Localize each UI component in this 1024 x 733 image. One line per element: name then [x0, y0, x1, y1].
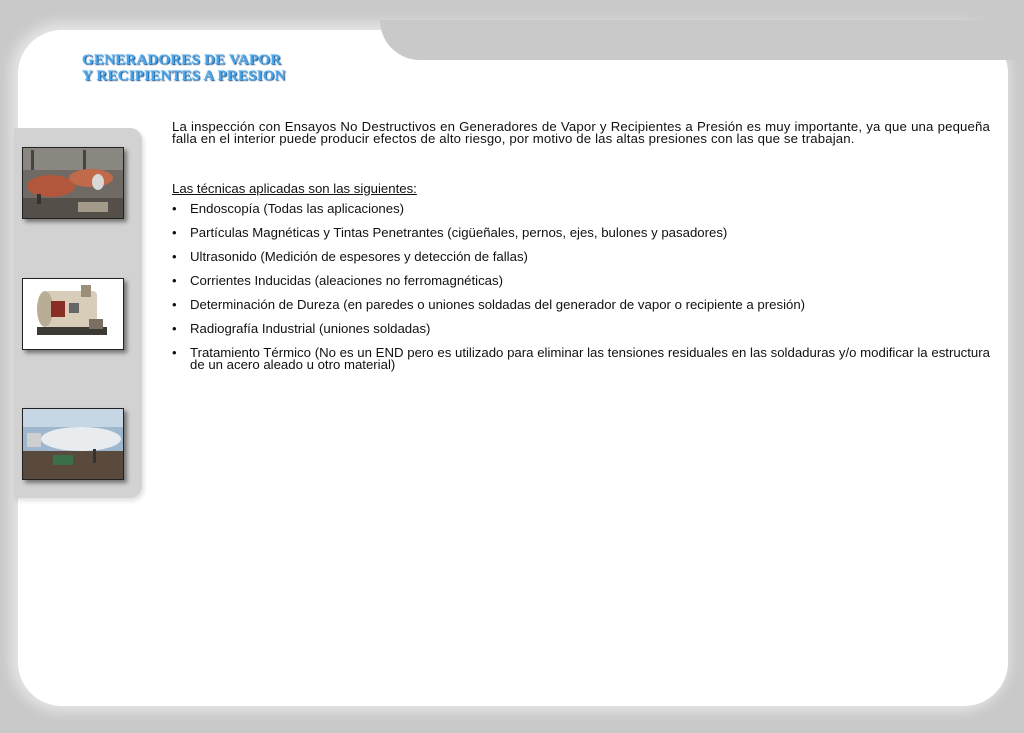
- main-content: [172, 121, 990, 383]
- list-item: • Endoscopía (Todas las aplicaciones): [172, 203, 990, 215]
- thumbnail-tank-workshop[interactable]: [22, 147, 124, 219]
- page-title-line-2: Y RECIPIENTES A PRESION: [82, 68, 286, 84]
- pressure-vessel-image: [23, 409, 123, 479]
- techniques-list: [172, 200, 990, 373]
- tank-workshop-image: [23, 148, 123, 218]
- list-item: • Determinación de Dureza (en paredes o uniones soldadas del generador de vapor o recipiente a presión): [172, 299, 990, 311]
- thumbnail-boiler[interactable]: [22, 278, 124, 350]
- page-title: [82, 52, 286, 84]
- list-item: • Partículas Magnéticas y Tintas Penetrantes (cigüeñales, pernos, ejes, bulones y pasadores): [172, 227, 990, 239]
- list-item: • Ultrasonido (Medición de espesores y detección de fallas): [172, 251, 990, 263]
- intro-paragraph: La inspección con Ensayos No Destructivos en Generadores de Vapor y Recipientes a Presión es muy importante, ya que una pequeña falla en el interior puede producir efectos de alto riesgo, por motivo de las altas presiones con las que se trabajan.: [172, 119, 990, 147]
- boiler-image: [23, 279, 123, 349]
- thumbnail-pressure-vessel[interactable]: [22, 408, 124, 480]
- frame-top-notch: [380, 20, 1024, 60]
- page-title-line-1: GENERADORES DE VAPOR: [82, 52, 282, 68]
- techniques-heading: Las técnicas aplicadas son las siguientes:: [172, 180, 417, 196]
- list-item: • Radiografía Industrial (uniones soldadas): [172, 323, 990, 335]
- list-item: • Tratamiento Térmico (No es un END pero es utilizado para eliminar las tensiones residuales en las soldaduras y/o modificar la estructura de un acero aleado u otro material): [172, 347, 990, 372]
- list-item: • Corrientes Inducidas (aleaciones no ferromagnéticas): [172, 275, 990, 287]
